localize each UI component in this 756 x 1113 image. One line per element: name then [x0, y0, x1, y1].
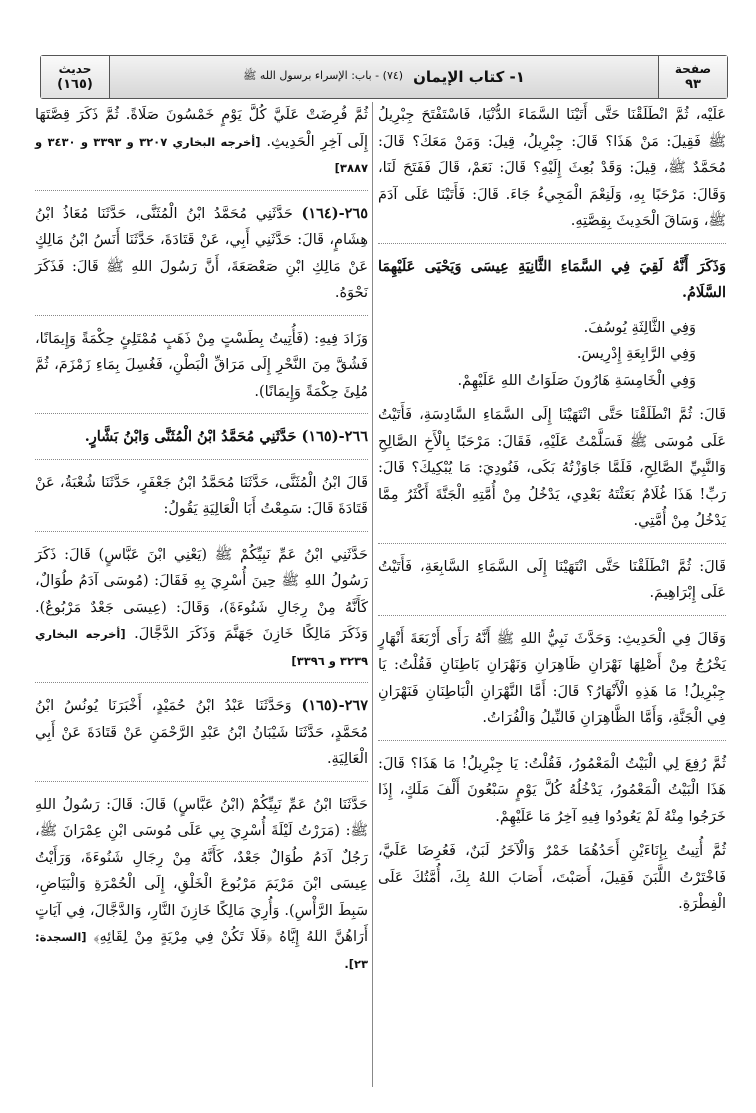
- paragraph: ثُمَّ رُفِعَ لِي الْبَيْتُ الْمَعْمُورُ، فَقُلْتُ: يَا جِبْرِيلُ! مَا هَذَا؟ قَالَ: هَذَا الْبَيْتُ الْمَعْمُورُ، يَدْخُلُهُ كُلَّ يَوْمٍ سَبْعُونَ أَلْفَ مَلَكٍ، إِذَا خَرَجُوا مِنْهُ لَمْ يَعُودُوا فِيهِ آخِرُ مَا عَلَيْهِمْ.: [378, 755, 726, 825]
- column-divider: [372, 102, 373, 1087]
- left-column: [35, 102, 368, 985]
- hadith-label: حديث: [58, 62, 92, 76]
- hadith-number-box: [41, 56, 110, 98]
- paragraph: وَفِي الثَّالِثَةِ يُوسُفَ. وَفِي الرَّابِعَةِ إِدْرِيسَ. وَفِي الْخَامِسَةِ هَارُونَ صَلَوَاتُ اللهِ عَلَيْهِمْ.: [457, 319, 696, 389]
- reference: [السجدة: ٢٣].: [35, 930, 368, 971]
- paragraph: قَالَ: ثُمَّ انْطَلَقْنَا حَتَّى انْتَهَيْنَا إِلَى السَّمَاءِ السَّابِعَةِ، فَأَتَيْتُ عَلَى إِبْرَاهِيمَ.: [378, 554, 726, 616]
- paragraph: وَقَالَ فِي الْحَدِيثِ: وَحَدَّثَ نَبِيُّ اللهِ ﷺ أَنَّهُ رَأَى أَرْبَعَةَ أَنْهَارٍ يَخْرُجُ مِنْ أَصْلِهَا نَهْرَانِ ظَاهِرَانِ وَنَهْرَانِ بَاطِنَانِ فَقُلْتُ: يَا جِبْرِيلُ! مَا هَذِهِ الْأَنْهَارُ؟ قَالَ: أَمَّا النَّهْرَانِ الْبَاطِنَانِ فَنَهْرَانِ فِي الْجَنَّةِ، وَأَمَّا الظَّاهِرَانِ فَالنِّيلُ وَالْفُرَاتُ.: [378, 626, 726, 741]
- hadith-267: ٢٦٧-(١٦٥) وَحَدَّثَنَا عَبْدُ ابْنُ حُمَيْدٍ، أَخْبَرَنَا يُونُسُ ابْنُ مُحَمَّدٍ، حَدَّثَنَا شَيْبَانُ ابْنُ عَبْدِ الرَّحْمَنِ عَنْ قَتَادَةَ عَنْ أَبِي الْعَالِيَةِ.: [35, 693, 368, 782]
- book-title: ١- كتاب الإيمان: [413, 68, 525, 86]
- page-number-box: [658, 56, 727, 98]
- header-titles: [110, 56, 658, 98]
- page-label: صفحة: [674, 62, 712, 76]
- right-column: [378, 102, 726, 926]
- hadith-number: (١٦٥): [57, 77, 93, 92]
- hadith-265: ٢٦٥-(١٦٤) حَدَّثَنِي مُحَمَّدُ ابْنُ الْمُثَنَّى، حَدَّثَنَا مُعَاذُ ابْنُ هِشَامٍ، قَالَ: حَدَّثَنِي أَبِي، عَنْ قَتَادَةَ، حَدَّثَنَا أَنَسُ ابْنُ مَالِكٍ عَنْ مَالِكِ ابْنِ صَعْصَعَةَ، أَنَّ رَسُولَ اللهِ ﷺ قَالَ: فَذَكَرَ نَحْوَهُ.: [35, 201, 368, 316]
- paragraph: حَدَّثَنَا ابْنُ عَمِّ نَبِيِّكُمْ (ابْنُ عَبَّاسٍ) قَالَ: قَالَ: رَسُولُ اللهِ ﷺ: (مَرَرْتُ لَيْلَةَ أُسْرِيَ بِي عَلَى مُوسَى ابْنِ عِمْرَانَ ﷺ، رَجُلٌ آدَمُ طُوَالٌ جَعْدٌ، كَأَنَّهُ مِنْ رِجَالِ شَنُوءَةَ، وَرَأَيْتُ عِيسَى ابْنَ مَرْيَمَ مَرْبُوعَ الْخَلْقِ، إِلَى الْحُمْرَةِ وَالْبَيَاضِ، سَبِطَ الرَّأْسِ). وَأُرِيَ مَالِكًا خَازِنَ النَّارِ، وَالدَّجَّالَ، فِي آيَاتٍ أَرَاهُنَّ اللهُ إِيَّاهُ ﴿فَلَا تَكُنْ فِي مِرْيَةٍ مِنْ لِقَائِهِ﴾ [السجدة: ٢٣].: [35, 796, 369, 971]
- paragraph: قَالَ ابْنُ الْمُثَنَّى، حَدَّثَنَا مُحَمَّدُ ابْنُ جَعْفَرٍ، حَدَّثَنَا شُعْبَةُ، عَنْ قَتَادَةَ قَالَ: سَمِعْتُ أَبَا الْعَالِيَةِ يَقُولُ:: [35, 470, 368, 532]
- paragraph: قَالَ: ثُمَّ انْطَلَقْنَا حَتَّى انْتَهَيْنَا إِلَى السَّمَاءِ السَّادِسَةِ، فَأَتَيْتُ عَلَى مُوسَى ﷺ فَسَلَّمْتُ عَلَيْهِ، فَقَالَ: مَرْحَبًا بِالْأَخِ الصَّالِحِ وَالنَّبِيِّ الصَّالِحِ، فَلَمَّا جَاوَزْتُهُ بَكَى، فَنُودِيَ: مَا يُبْكِيكَ؟ قَالَ: رَبِّ! هَذَا غُلَامٌ بَعَثْتَهُ بَعْدِي، يَدْخُلُ مِنْ أُمَّتِهِ الْجَنَّةَ أَكْثَرُ مِمَّا يَدْخُلُ مِنْ أُمَّتِي.: [378, 402, 726, 544]
- paragraph: ثُمَّ أُتِيتُ بِإِنَاءَيْنِ أَحَدُهُمَا خَمْرٌ وَالْآخَرُ لَبَنٌ، فَعُرِضَا عَلَيَّ، فَاخْتَرْتُ اللَّبَنَ فَقِيلَ، أَصَبْتَ، أَصَابَ اللهُ بِكَ، أُمَّتُكَ عَلَى الْفِطْرَةِ.: [378, 843, 726, 912]
- reference: [أخرجه البخاري ٣٢٣٩ و ٣٣٩٦]: [35, 627, 368, 668]
- hadith-266: ٢٦٦-(١٦٥) حَدَّثَنِي مُحَمَّدُ ابْنُ الْمُثَنَّى وَابْنُ بَشَّارٍ.: [35, 424, 368, 460]
- page-header: [40, 55, 728, 99]
- chapter-title: (٧٤) - باب: الإسراء برسول الله ﷺ: [243, 69, 404, 82]
- page-number: ٩٣: [685, 77, 701, 92]
- paragraph: عَلَيْه، ثُمَّ انْطَلَقْنَا حَتَّى أَتَيْنَا السَّمَاءَ الدُّنْيَا، فَاسْتَفْتَحَ جِبْرِيلُ ﷺ فَقِيلَ: مَنْ هَذَا؟ قَالَ: جِبْرِيلُ، قِيلَ: وَمَنْ مَعَكَ؟ قَالَ: مُحَمَّدٌ ﷺ، قِيلَ: وَقَدْ بُعِثَ إِلَيْهِ؟ قَالَ: نَعَمْ، قَالَ فَفَتَحَ لَنَا، وَقَالَ: مَرْحَبًا بِهِ، وَلَنِعْمَ الْمَجِيءُ جَاءَ. قَالَ: فَأَتَيْنَا عَلَى آدَمَ ﷺ، وَسَاقَ الْحَدِيثَ بِقِصَّتِهِ.: [378, 102, 726, 244]
- reference: [أخرجه البخاري ٣٢٠٧ و ٣٣٩٣ و ٣٤٣٠ و ٣٨٨٧]: [35, 134, 368, 175]
- paragraph: حَدَّثَنِي ابْنُ عَمِّ نَبِيِّكُمْ ﷺ (يَعْنِي ابْنَ عَبَّاسٍ) قَالَ: ذَكَرَ رَسُولُ اللهِ ﷺ حِينَ أُسْرِيَ بِهِ فَقَالَ: (مُوسَى آدَمُ طُوَالٌ، كَأَنَّهُ مِنْ رِجَالِ شَنُوءَةَ)، وَقَالَ: (عِيسَى جَعْدٌ مَرْبُوعٌ). وَذَكَرَ مَالِكًا خَازِنَ جَهَنَّمَ وَذَكَرَ الدَّجَّالَ. [أخرجه البخاري ٣٢٣٩ و ٣٣٩٦]: [35, 542, 368, 684]
- paragraph: وَذَكَرَ أَنَّهُ لَقِيَ فِي السَّمَاءِ الثَّانِيَةِ عِيسَى وَيَحْيَى عَلَيْهِمَا السَّلَامُ.: [378, 257, 726, 301]
- paragraph: وَزَادَ فِيهِ: (فَأُتِيتُ بِطَسْتٍ مِنْ ذَهَبٍ مُمْتَلِئٍ حِكْمَةً وَإِيمَانًا، فَشُقَّ مِنَ النَّحْرِ إِلَى مَرَاقِّ الْبَطْنِ، فَغُسِلَ بِمَاءِ زَمْزَمَ، ثُمَّ مُلِئَ حِكْمَةً وَإِيمَانًا).: [35, 326, 368, 415]
- paragraph: ثُمَّ فُرِضَتْ عَلَيَّ كُلَّ يَوْمٍ خَمْسُونَ صَلَاةً. ثُمَّ ذَكَرَ قِصَّتَهَا إِلَى آخِرِ الْحَدِيثِ. [أخرجه البخاري ٣٢٠٧ و ٣٣٩٣ و ٣٤٣٠ و ٣٨٨٧]: [35, 102, 368, 191]
